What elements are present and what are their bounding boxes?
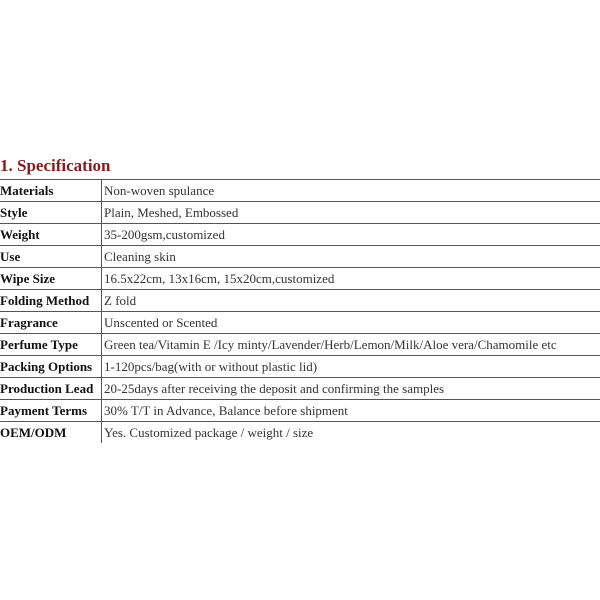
specification-table [0, 179, 600, 443]
table-row [0, 334, 600, 356]
row-value: 35-200gsm,customized [104, 227, 225, 242]
table-row [0, 400, 600, 422]
table-row [0, 378, 600, 400]
row-label: Fragrance [0, 312, 102, 334]
row-value: 30% T/T in Advance, Balance before shipment [104, 403, 348, 418]
row-label: Production Lead [0, 378, 102, 400]
row-value: Unscented or Scented [104, 315, 218, 330]
row-value: Yes. Customized package / weight / size [104, 425, 314, 440]
row-value: Non-woven spulance [104, 183, 215, 198]
row-value: Z fold [104, 293, 137, 308]
table-row [0, 312, 600, 334]
row-label: OEM/ODM [0, 422, 102, 444]
row-value: Plain, Meshed, Embossed [104, 205, 239, 220]
row-value: 16.5x22cm, 13x16cm, 15x20cm,customized [104, 271, 335, 286]
section-title: 1. Specification [0, 156, 111, 175]
table-row [0, 246, 600, 268]
row-label: Wipe Size [0, 268, 102, 290]
table-row [0, 224, 600, 246]
row-label: Weight [0, 224, 102, 246]
row-value: 20-25days after receiving the deposit and confirming the samples [104, 381, 445, 396]
table-row [0, 290, 600, 312]
row-label: Payment Terms [0, 400, 102, 422]
row-value: 1-120pcs/bag(with or without plastic lid) [104, 359, 318, 374]
row-value: Green tea/Vitamin E /Icy minty/Lavender/Herb/Lemon/Milk/Aloe vera/Chamomile etc [104, 337, 557, 352]
row-label: Use [0, 246, 102, 268]
row-label: Packing Options [0, 356, 102, 378]
row-label: Perfume Type [0, 334, 102, 356]
table-row [0, 268, 600, 290]
table-row [0, 202, 600, 224]
table-row [0, 422, 600, 444]
table-row [0, 180, 600, 202]
table-row [0, 356, 600, 378]
row-label: Materials [0, 180, 102, 202]
row-label: Style [0, 202, 102, 224]
row-label: Folding Method [0, 290, 102, 312]
row-value: Cleaning skin [104, 249, 176, 264]
